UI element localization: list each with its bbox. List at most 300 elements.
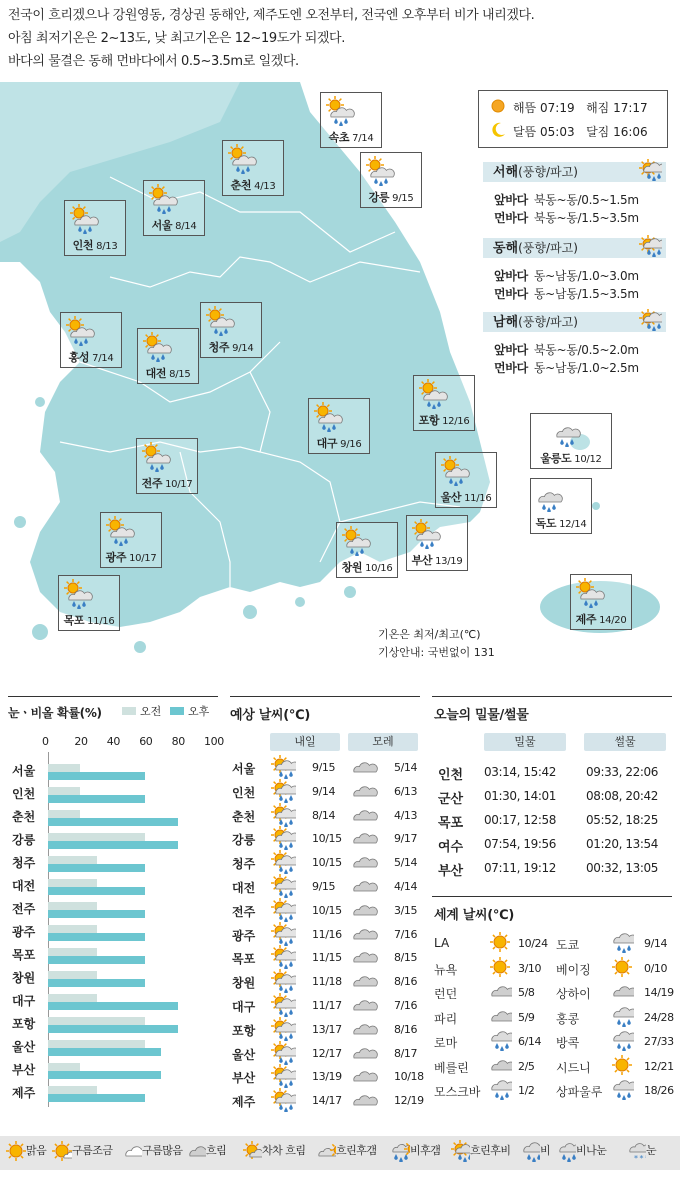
sunrise-time: 07:19: [540, 101, 575, 115]
cloud-icon: [350, 1065, 378, 1087]
partly-cloudy-rain-icon: [270, 779, 296, 803]
forecast-tomorrow-temp: 10/15: [312, 903, 342, 917]
forecast-city: 울산: [232, 1047, 256, 1062]
forecast-city: 대전: [232, 881, 256, 895]
partly-cloudy-rain-icon: [575, 578, 609, 608]
partly-cloudy-rain-icon: [638, 309, 662, 331]
partly-cloudy-rain-icon: [270, 874, 296, 898]
island: [243, 605, 257, 619]
precip-bar-am: [48, 810, 80, 818]
partly-cloudy-rain-icon: [141, 442, 175, 472]
map-city-name: 목포: [63, 614, 85, 627]
moonset-time: 16:06: [613, 125, 648, 139]
map-city-temp: 13/19: [435, 556, 463, 567]
forecast-dayafter-temp: 4/14: [394, 880, 418, 893]
forecast-dayafter-temp: 7/16: [394, 999, 418, 1012]
forecast-tomorrow-temp: 14/17: [312, 1094, 342, 1108]
legend-label: 구름조금: [72, 1144, 113, 1157]
precip-bar-pm: [48, 979, 145, 987]
summary-line: 아침 최저기온은 2~13도, 낮 최고기온은 12~19도가 되겠다.: [8, 31, 345, 46]
forecast-dayafter-temp: 8/16: [394, 1022, 418, 1036]
tide-high: 01:30, 14:01: [484, 789, 556, 803]
tide-high: 07:11, 19:12: [484, 861, 556, 875]
summary-line: 전국이 흐리겠으나 강원영동, 경상권 동해안, 제주도엔 오전부터, 전국엔 오후부터 비가 내리겠다.: [8, 8, 535, 23]
rain-icon: [610, 1078, 634, 1100]
forecast-tomorrow-temp: 11/18: [312, 975, 342, 989]
forecast-dayafter-temp: 8/16: [394, 975, 418, 989]
legend-item: [626, 1140, 656, 1162]
sea-sub: (풍향/파고): [518, 241, 578, 255]
map-city-temp: 10/16: [365, 563, 393, 574]
map-city-name: 독도: [535, 517, 557, 530]
world-temp: 9/14: [644, 937, 668, 950]
rain-icon: [488, 1078, 512, 1100]
map-city-9: [308, 398, 370, 454]
tide-high: 00:17, 12:58: [484, 813, 556, 827]
sea-near-row: [494, 268, 639, 284]
precip-bar-am: [48, 1063, 80, 1071]
partly-cloudy-rain-icon: [148, 184, 182, 214]
sun-icon: [6, 1140, 26, 1162]
partly-cloudy-rain-icon: [270, 850, 296, 874]
map-city-temp: 8/15: [169, 369, 191, 380]
cloud-icon: [350, 946, 378, 968]
forecast-city: 청주: [232, 857, 256, 872]
cloud-icon: [350, 827, 378, 849]
precip-bar-pm: [48, 864, 145, 872]
forecast-city: 창원: [232, 976, 256, 991]
rain-clearing-icon: [390, 1140, 410, 1162]
world-temp: 10/24: [518, 937, 548, 950]
precip-bar-am: [48, 994, 97, 1002]
sunset-label: 해짐: [586, 101, 610, 115]
map-city-temp: 11/16: [464, 493, 492, 504]
clearing-icon: [316, 1140, 336, 1162]
cloud-icon: [350, 780, 378, 802]
precip-bar-pm: [48, 910, 145, 918]
precip-bar-pm: [48, 818, 178, 826]
forecast-tomorrow-temp: 9/15: [312, 880, 336, 893]
precip-city: 인천: [12, 787, 36, 801]
forecast-city: 제주: [232, 1095, 256, 1110]
island: [295, 597, 305, 607]
island: [344, 586, 356, 598]
precip-bar-pm: [48, 956, 145, 964]
rain-icon: [535, 482, 569, 512]
sea-far-row: [494, 210, 639, 226]
island: [14, 516, 26, 528]
near-value: 북동~동/0.5~2.0m: [533, 343, 639, 357]
cloud-icon: [488, 1005, 512, 1027]
partly-cloudy-rain-icon: [205, 306, 239, 336]
cloud-icon: [350, 923, 378, 945]
map-city-name: 청주: [208, 341, 230, 354]
map-city-10: [530, 413, 612, 469]
moonrise-label: 달뜸: [513, 125, 537, 139]
forecast-tomorrow-temp: 11/16: [312, 927, 342, 941]
world-city: LA: [434, 936, 450, 950]
legend-am-swatch: [122, 707, 136, 715]
precip-bar-pm: [48, 933, 145, 941]
forecast-dayafter-temp: 9/17: [394, 832, 418, 846]
precip-bar-pm: [48, 1025, 178, 1033]
tide-city: 여수: [438, 840, 464, 855]
far-value: 동~남동/1.5~3.5m: [533, 287, 639, 301]
legend-pm-swatch: [170, 707, 184, 715]
world-temp: 5/8: [518, 986, 535, 999]
forecast-dayafter-temp: 7/16: [394, 927, 418, 941]
partly-cloudy-rain-icon: [105, 516, 139, 546]
partly-cloudy-rain-icon: [411, 519, 445, 549]
far-value: 북동~동/1.5~3.5m: [533, 211, 639, 225]
becoming-cloudy-icon: [242, 1140, 262, 1162]
precip-city: 포항: [12, 1017, 36, 1031]
sea-near-row: [494, 192, 639, 208]
world-temp: 6/14: [518, 1035, 542, 1048]
partly-cloudy-rain-icon: [270, 898, 296, 922]
snow-icon: [626, 1140, 646, 1162]
world-temp: 24/28: [644, 1010, 674, 1024]
map-city-13: [530, 478, 592, 534]
precip-tick: 0: [42, 735, 49, 748]
map-city-0: [320, 92, 382, 148]
sun-icon: [610, 1054, 634, 1076]
map-city-8: [413, 375, 475, 431]
map-city-temp: 9/16: [340, 439, 362, 450]
map-city-temp: 7/14: [352, 133, 374, 144]
map-city-temp: 10/17: [129, 553, 157, 564]
map-city-temp: 7/14: [92, 353, 114, 364]
near-value: 동~남동/1.0~3.0m: [533, 269, 639, 283]
map-city-temp: 4/13: [254, 181, 276, 192]
forecast-tomorrow-temp: 11/17: [312, 999, 342, 1012]
precip-city: 서울: [12, 764, 36, 778]
moonrise-time: 05:03: [540, 125, 575, 139]
partly-cloudy-rain-icon: [270, 1088, 296, 1112]
map-city-name: 대전: [145, 367, 167, 380]
partly-cloudy-rain-icon: [270, 945, 296, 969]
partly-cloudy-rain-icon: [270, 1041, 296, 1065]
world-temp: 1/2: [518, 1084, 535, 1097]
cloudy-then-rain-icon: [450, 1140, 470, 1162]
map-city-16: [406, 515, 468, 571]
precip-bar-am: [48, 1040, 145, 1048]
partly-cloudy-rain-icon: [638, 235, 662, 257]
map-city-12: [435, 452, 497, 508]
divider: [230, 696, 420, 697]
cloud-icon: [350, 1018, 378, 1040]
far-value: 동~남동/1.0~2.5m: [533, 361, 639, 375]
forecast-tomorrow-temp: 9/14: [312, 784, 336, 798]
precip-title: 눈ㆍ비올 확률(%): [8, 706, 102, 720]
forecast-tomorrow-temp: 11/15: [312, 951, 342, 965]
world-city: 상파울루: [556, 1085, 603, 1099]
legend-item: [52, 1140, 113, 1162]
map-city-1: [222, 140, 284, 196]
tides-col-high: 밀물: [484, 733, 566, 751]
precip-bar-am: [48, 971, 97, 979]
island: [32, 624, 48, 640]
precip-bar-am: [48, 902, 97, 910]
precip-city: 전주: [12, 902, 36, 916]
legend-label: 비후갬: [410, 1144, 441, 1157]
legend-label: 차차 흐림: [262, 1144, 306, 1157]
partly-cloudy-rain-icon: [440, 456, 474, 486]
sea-sub: (풍향/파고): [518, 165, 578, 179]
partly-cloudy-rain-icon: [270, 922, 296, 946]
partly-cloudy-rain-icon: [418, 379, 452, 409]
map-city-name: 대구: [316, 437, 338, 450]
cloud-icon: [350, 804, 378, 826]
tide-low: 00:32, 13:05: [586, 861, 658, 875]
sea-sub: (풍향/파고): [518, 315, 578, 329]
island: [134, 641, 146, 653]
rain-icon: [610, 931, 634, 953]
dokdo-island: [592, 502, 600, 510]
legend-label: 맑음: [26, 1144, 47, 1157]
sunrise-label: 해뜸: [513, 101, 537, 115]
precip-bar-am: [48, 1086, 97, 1094]
world-temp: 0/10: [644, 961, 668, 975]
near-label: 앞바다: [494, 343, 528, 357]
precip-bar-pm: [48, 1048, 161, 1056]
forecast-city: 인천: [232, 785, 256, 800]
forecast-city: 포항: [232, 1023, 256, 1038]
partly-cloudy-rain-icon: [65, 316, 99, 346]
map-city-temp: 10/12: [574, 454, 602, 465]
tide-low: 01:20, 13:54: [586, 837, 658, 851]
sea-far-row: [494, 286, 639, 302]
forecast-city: 서울: [232, 762, 256, 776]
world-temp: 2/5: [518, 1059, 535, 1073]
legend-label: 흐린후갬: [336, 1144, 377, 1157]
cloud-icon: [350, 1042, 378, 1064]
few-clouds-icon: [52, 1140, 72, 1162]
rain-or-snow-icon: [556, 1140, 576, 1162]
forecast-dayafter-temp: 4/13: [394, 808, 418, 822]
world-temp: 12/21: [644, 1059, 674, 1073]
sea-name: 동해: [493, 241, 519, 256]
rain-icon: [520, 1140, 540, 1162]
cloud-icon: [350, 994, 378, 1016]
divider: [432, 896, 672, 897]
precip-city: 청주: [12, 856, 36, 870]
island: [35, 397, 45, 407]
map-city-temp: 11/16: [87, 616, 115, 627]
legend-label: 흐린후비: [470, 1144, 511, 1157]
sea-header-1: [483, 238, 666, 258]
legend-item: [122, 1140, 183, 1162]
map-city-name: 홍성: [68, 351, 90, 364]
cloud-icon: [186, 1140, 206, 1162]
cloud-icon: [350, 970, 378, 992]
weather-info-note: 기상안내: 국번없이 131: [378, 646, 495, 659]
forecast-city: 대구: [232, 1000, 256, 1014]
map-city-temp: 10/17: [165, 479, 193, 490]
cloud-icon: [488, 980, 512, 1002]
svg-text:* * *: * *: [634, 1154, 644, 1162]
map-city-name: 서울: [151, 219, 173, 232]
forecast-city: 전주: [232, 904, 256, 919]
forecast-dayafter-temp: 5/14: [394, 856, 418, 870]
precip-bar-pm: [48, 772, 145, 780]
legend-item: [450, 1140, 511, 1162]
precip-bar-am: [48, 925, 97, 933]
map-city-temp: 8/13: [96, 241, 118, 252]
map-city-15: [336, 522, 398, 578]
cloud-icon: [488, 1054, 512, 1076]
legend-item: [520, 1140, 550, 1162]
precip-city: 목포: [12, 948, 36, 962]
precip-bar-am: [48, 948, 97, 956]
forecast-tomorrow-temp: 10/15: [312, 856, 342, 870]
precip-bar-am: [48, 856, 97, 864]
summary-line: 바다의 물결은 동해 먼바다에서 0.5~3.5m로 일겠다.: [8, 54, 299, 69]
sun-icon: [610, 956, 634, 978]
precip-bar-pm: [48, 1071, 161, 1079]
sun-icon: [488, 931, 512, 953]
cloud-icon: [350, 1089, 378, 1111]
partly-cloudy-rain-icon: [270, 1017, 296, 1041]
map-city-temp: 9/15: [392, 193, 414, 204]
cloud-icon: [350, 875, 378, 897]
cloud-icon: [610, 980, 634, 1002]
world-city: 베이징: [556, 962, 591, 977]
map-city-11: [136, 438, 198, 494]
partly-cloudy-rain-icon: [270, 1064, 296, 1088]
tide-low: 09:33, 22:06: [586, 765, 658, 779]
forecast-city: 강릉: [232, 833, 256, 848]
forecast-tomorrow-temp: 8/14: [312, 808, 336, 822]
forecast-city: 춘천: [232, 809, 256, 824]
precip-tick: 80: [171, 735, 185, 748]
precip-city: 춘천: [12, 810, 36, 824]
partly-cloudy-rain-icon: [313, 402, 347, 432]
partly-cloudy-rain-icon: [142, 332, 176, 362]
map-city-18: [570, 574, 632, 630]
divider: [432, 696, 672, 697]
forecast-city: 부산: [232, 1071, 256, 1086]
precip-bar-pm: [48, 795, 145, 803]
world-city: 상하이: [556, 987, 591, 1001]
sea-near-row: [494, 342, 639, 358]
tide-high: 03:14, 15:42: [484, 765, 556, 779]
rain-icon: [553, 417, 587, 447]
map-city-name: 제주: [575, 613, 597, 626]
sea-header-0: [483, 162, 666, 182]
sea-name: 서해: [493, 165, 519, 180]
legend-item: [6, 1140, 46, 1162]
map-city-name: 전주: [141, 477, 163, 490]
partly-cloudy-rain-icon: [341, 526, 375, 556]
near-value: 북동~동/0.5~1.5m: [533, 193, 639, 207]
precip-tick: 20: [74, 735, 88, 748]
precip-bar-am: [48, 787, 80, 795]
precip-city: 광주: [12, 925, 36, 939]
map-city-name: 광주: [105, 551, 127, 564]
rain-icon: [610, 1029, 634, 1051]
forecast-city: 광주: [232, 928, 256, 943]
map-city-temp: 8/14: [175, 221, 197, 232]
legend-item: [242, 1140, 306, 1162]
forecast-dayafter-temp: 8/17: [394, 1046, 418, 1060]
forecast-dayafter-temp: 5/14: [394, 761, 418, 774]
forecast-tomorrow-temp: 13/19: [312, 1070, 342, 1084]
world-city: 시드니: [556, 1060, 591, 1075]
world-temp: 27/33: [644, 1035, 674, 1048]
map-city-temp: 9/14: [232, 343, 254, 354]
precip-bar-pm: [48, 841, 178, 849]
world-city: 모스크바: [434, 1085, 481, 1099]
map-city-name: 강릉: [368, 191, 390, 204]
map-city-name: 울릉도: [540, 452, 572, 465]
map-city-2: [360, 152, 422, 208]
legend-item: [186, 1140, 226, 1162]
world-city: 방콕: [556, 1036, 580, 1050]
rain-icon: [610, 1005, 634, 1027]
world-city: 파리: [434, 1011, 458, 1026]
partly-cloudy-rain-icon: [270, 993, 296, 1017]
legend-label: 비: [540, 1144, 551, 1157]
precip-bar-am: [48, 764, 80, 772]
precip-bar-am: [48, 833, 145, 841]
divider: [8, 696, 218, 697]
legend-label: 눈: [646, 1144, 657, 1157]
map-city-name: 울산: [440, 491, 462, 504]
precip-city: 창원: [12, 971, 36, 985]
partly-cloudy-rain-icon: [227, 144, 261, 174]
moon-icon: [489, 121, 507, 139]
partly-cloudy-rain-icon: [270, 803, 296, 827]
map-city-5: [60, 312, 122, 368]
partly-cloudy-rain-icon: [270, 969, 296, 993]
world-city: 홍콩: [556, 1011, 580, 1026]
legend-label: 구름많음: [142, 1144, 183, 1157]
forecast-tomorrow-temp: 12/17: [312, 1046, 342, 1060]
sea-header-2: [483, 312, 666, 332]
forecast-tomorrow-temp: 9/15: [312, 761, 336, 774]
world-city: 런던: [434, 987, 458, 1001]
partly-cloudy-rain-icon: [325, 96, 359, 126]
precip-tick: 60: [139, 735, 153, 748]
map-city-name: 부산: [411, 554, 433, 567]
map-city-name: 인천: [72, 239, 94, 252]
tide-low: 05:52, 18:25: [586, 813, 658, 827]
world-city: 로마: [434, 1036, 458, 1050]
precip-city: 대구: [12, 994, 36, 1008]
map-city-4: [64, 200, 126, 256]
legend-item: [316, 1140, 377, 1162]
sun-moon-box: [478, 90, 668, 148]
partly-cloudy-rain-icon: [270, 755, 296, 779]
precip-tick: 40: [106, 735, 120, 748]
partly-cloudy-rain-icon: [270, 826, 296, 850]
map-city-name: 속초: [328, 131, 350, 144]
world-city: 뉴욕: [434, 962, 458, 977]
map-city-14: [100, 512, 162, 568]
tide-city: 목포: [438, 816, 464, 831]
forecast-col-dayafter: 모레: [348, 733, 418, 751]
map-city-17: [58, 575, 120, 631]
world-title: 세계 날씨(℃): [434, 908, 514, 923]
map-city-temp: 14/20: [599, 615, 627, 626]
map-city-temp: 12/14: [559, 519, 587, 530]
precip-city: 부산: [12, 1063, 36, 1077]
precip-tick: 100: [204, 735, 224, 748]
sea-name: 남해: [493, 315, 519, 330]
far-label: 먼바다: [494, 361, 528, 375]
precip-city: 대전: [12, 879, 36, 893]
